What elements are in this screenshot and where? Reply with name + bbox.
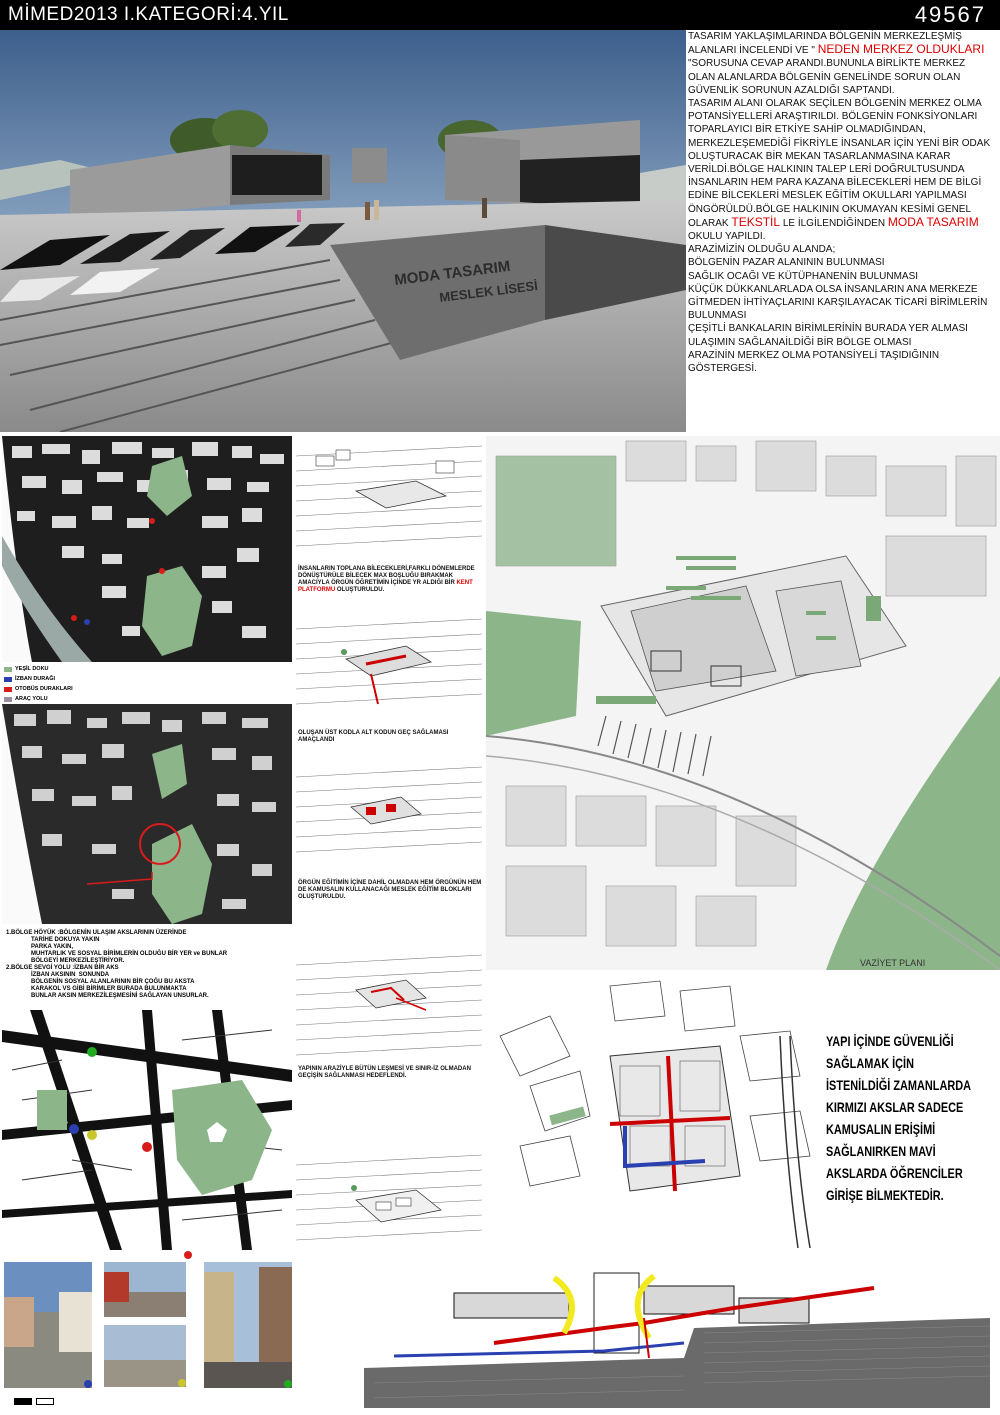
note-line: BUNLAR AKSIN MERKEZİLEŞMESİNİ SAĞLAYAN UNSURLAR. — [6, 993, 209, 999]
photo-markers — [0, 1250, 200, 1260]
mass-diagram-5 — [296, 1140, 482, 1255]
note-line: TARİHE DOKUYA YAKIN — [6, 937, 100, 943]
diagram-caption-4: YAPININ ARAZİYLE BÜTÜN LEŞMESİ VE SINIR-İZ OLMADAN GEÇİŞİN SAĞLANMASI HEDEFLENDİ. — [298, 1066, 471, 1079]
site-plan-label: VAZİYET PLANI — [860, 958, 926, 968]
description-paragraph-1: TASARIM YAKLAŞIMLARINDA BÖLGENİN MERKEZLEŞMİŞ ALANLARI İNCELENDİ VE " NEDEN MERKEZ OLDUKLARI "SORUSUNA CEVAP ARANDI.BUNUNLA BİRLİKTE MERKEZ OLAN ALANLARDA BÖLGENİN GENELİNDE SORUN OLAN GÜVENLİK SORUNUN AZALDIĞI SAPTANDI. — [688, 31, 985, 96]
note-line: 2.BÖLGE SEVGİ YOLU :İZBAN BİR AKS — [6, 965, 119, 971]
mass-diagram-2 — [296, 604, 482, 728]
entry-number: 49567 — [914, 2, 986, 27]
mass-diagram-1 — [296, 436, 482, 566]
site-photo-4 — [204, 1262, 292, 1388]
mass-diagram-4 — [296, 930, 482, 1064]
legend-swatch — [4, 697, 12, 702]
note-line: İZBAN AKSININ SONUNDA — [6, 972, 110, 978]
note-line: MUHTARLIK VE SOSYAL BİRİMLERİN OLDUĞU BİR YER ve BUNLAR — [6, 951, 228, 957]
description-highlight-center: NEDEN MERKEZ OLDUKLARI — [817, 42, 985, 57]
legend-swatch — [4, 687, 12, 692]
description-list-6: ÇEŞİTLİ BANKALARIN BİRİMLERİNİN BURADA YER ALMASI — [688, 323, 968, 335]
circulation-plan — [490, 976, 826, 1248]
region-notes — [6, 930, 294, 1000]
description-list-7: ULAŞIMIN SAĞLANAİLDİĞİ BİR BÖLGE OLMASI — [688, 336, 912, 348]
security-note — [826, 1030, 971, 1206]
legend-swatch — [4, 667, 12, 672]
description-list-3: SAĞLIK OCAĞI VE KÜTÜPHANENİN BULUNMASI — [688, 270, 919, 282]
description-highlight-textile: TEKSTİL — [731, 214, 781, 229]
header-bar — [0, 0, 1000, 30]
legend-item: YEŞİL DOKU — [4, 664, 124, 674]
security-line: SAĞLAMAK İÇİN — [826, 1055, 914, 1071]
site-photo-3 — [104, 1325, 186, 1387]
note-line: 1.BÖLGE HÖYÜK :BÖLGENİN ULAŞIM AKSLARININ ÜZERİNDE — [6, 930, 187, 936]
note-line: BÖLGEYİ MERKEZİLEŞTİRİYOR. — [6, 958, 125, 964]
caption-highlight-platform: KENT PLATFORMU — [298, 580, 473, 593]
scale-bar-white — [36, 1398, 54, 1405]
security-line: YAPI İÇİNDE GÜVENLİĞİ — [826, 1033, 954, 1049]
mass-diagram-3 — [296, 752, 482, 878]
section-sketch — [354, 1258, 1000, 1415]
urban-map-green — [2, 436, 292, 662]
security-line: GİRİŞE BİLMEKTEDİR. — [826, 1187, 944, 1203]
urban-map-streets — [2, 1010, 292, 1250]
description-paragraph-2: TASARIM ALANI OLARAK SEÇİLEN BÖLGENİN MERKEZ OLMA POTANSİYELLERİ ARAŞTIRILDI. BÖLGENİN FONKSİYONLARI TOPARLAYICI BİR ETKİYE SAHİP OLMADIĞINDAN, MERKEZLEŞEMEDİĞİ FİKRİYLE İNSANLAR İÇİN YENİ BİR ODAK OLUŞTURACAK BİR MEKAN TASARLANMASINA KARAR VERİLDİ.BÖLGE HALKININ TALEP LERİ DOĞRULTUSUNDA İNSANLARIN HEM PARA KAZANA BİLECEKLERİ HEM DE BİLGİ EDİNE BİLCEKLERİ MESLEK EĞİTİM OKULLARI YAPILMASI ÖNGÖRÜLDÜ.BÖLGE HALKININ OKUMAYAN KESİMİ GENEL OLARAK TEKSTİL LE İLGİLENDİĞİNDEN MODA TASARIM OKULU YAPILDI. — [688, 98, 991, 243]
description-list-1: ARAZİMİZİN OLDUĞU ALANDA; — [688, 244, 836, 256]
description-list-8: ARAZİNİN MERKEZ OLMA POTANSİYELİ TAŞIDIĞININ GÖSTERGESİ. — [688, 349, 940, 375]
perspective-render — [0, 30, 686, 432]
legend-item: ARAÇ YOLU — [4, 694, 124, 704]
description-list-4: KÜÇÜK DÜKKANLARLADA OLSA İNSANLARIN ANA MERKEZE — [688, 283, 978, 295]
site-plan — [486, 436, 1000, 970]
legend-swatch — [4, 677, 12, 682]
diagram-caption-2: OLUŞAN ÜST KODLA ALT KODUN GEÇ SAĞLAMASI AMAÇLANDI — [298, 730, 449, 743]
site-photo-1 — [4, 1262, 92, 1388]
security-line: KAMUSALIN ERİŞİMİ — [826, 1121, 936, 1137]
security-line: AKSLARDA ÖĞRENCİLER — [826, 1165, 963, 1181]
urban-map-center — [2, 704, 292, 924]
description-list-2: BÖLGENİN PAZAR ALANININ BULUNMASI — [688, 257, 885, 269]
site-photo-2 — [104, 1262, 186, 1317]
diagram-caption-3: ÖRGÜN EĞİTİMİN İÇİNE DAHİL OLMADAN HEM ÖRGÜNÜN HEM DE KAMUSALIN KULLANACAĞI MESLEK EĞİTİM BLOKLARI OLUŞTURULDU. — [298, 880, 482, 900]
security-line: SAĞLANIRKEN MAVİ — [826, 1143, 936, 1159]
diagram-caption-1: İNSANLARIN TOPLANA BİLECEKLERİ,FARKLI DÖNEMLERDE DÖNÜŞTÜRÜLE BİLECEK MAX BOŞLUĞU BIRAKMAK AMACIYLA ÖRGÜN ÖĞRETİMİN İÇİNDE YR ALDIĞI BİR KENT PLATFORMU OLUŞTURULDU. — [298, 566, 475, 593]
scale-bar-black — [14, 1398, 32, 1405]
description-list-5: GİTMEDEN İHTİYAÇLARINI KARŞILAYACAK TİCARİ BİRİMLERİN BULUNMASI — [688, 297, 988, 322]
competition-title: MİMED2013 I.KATEGORİ:4.YIL — [8, 4, 289, 25]
security-line: KIRMIZI AKSLAR SADECE — [826, 1099, 964, 1115]
render-sign-line1: MODA TASARIM — [393, 257, 512, 289]
legend-item: OTOBÜS DURAKLARI — [4, 684, 124, 694]
render-sign-line2: MESLEK LİSESİ — [438, 278, 539, 305]
project-description — [688, 30, 994, 434]
note-line: BÖLGENİN SOSYAL ALANLARININ BİR ÇOĞU BU AKSTA — [6, 979, 195, 985]
map-legend — [4, 664, 124, 704]
note-line: PARKA YAKIN, — [6, 944, 74, 950]
security-line: İSTENİLDİĞİ ZAMANLARDA — [826, 1077, 971, 1093]
note-line: KARAKOL VS GİBİ BİRİMLER BURADA BULUNMAKTA — [6, 986, 187, 992]
legend-item: İZBAN DURAĞI — [4, 674, 124, 684]
description-highlight-fashion: MODA TASARIM — [887, 214, 979, 229]
